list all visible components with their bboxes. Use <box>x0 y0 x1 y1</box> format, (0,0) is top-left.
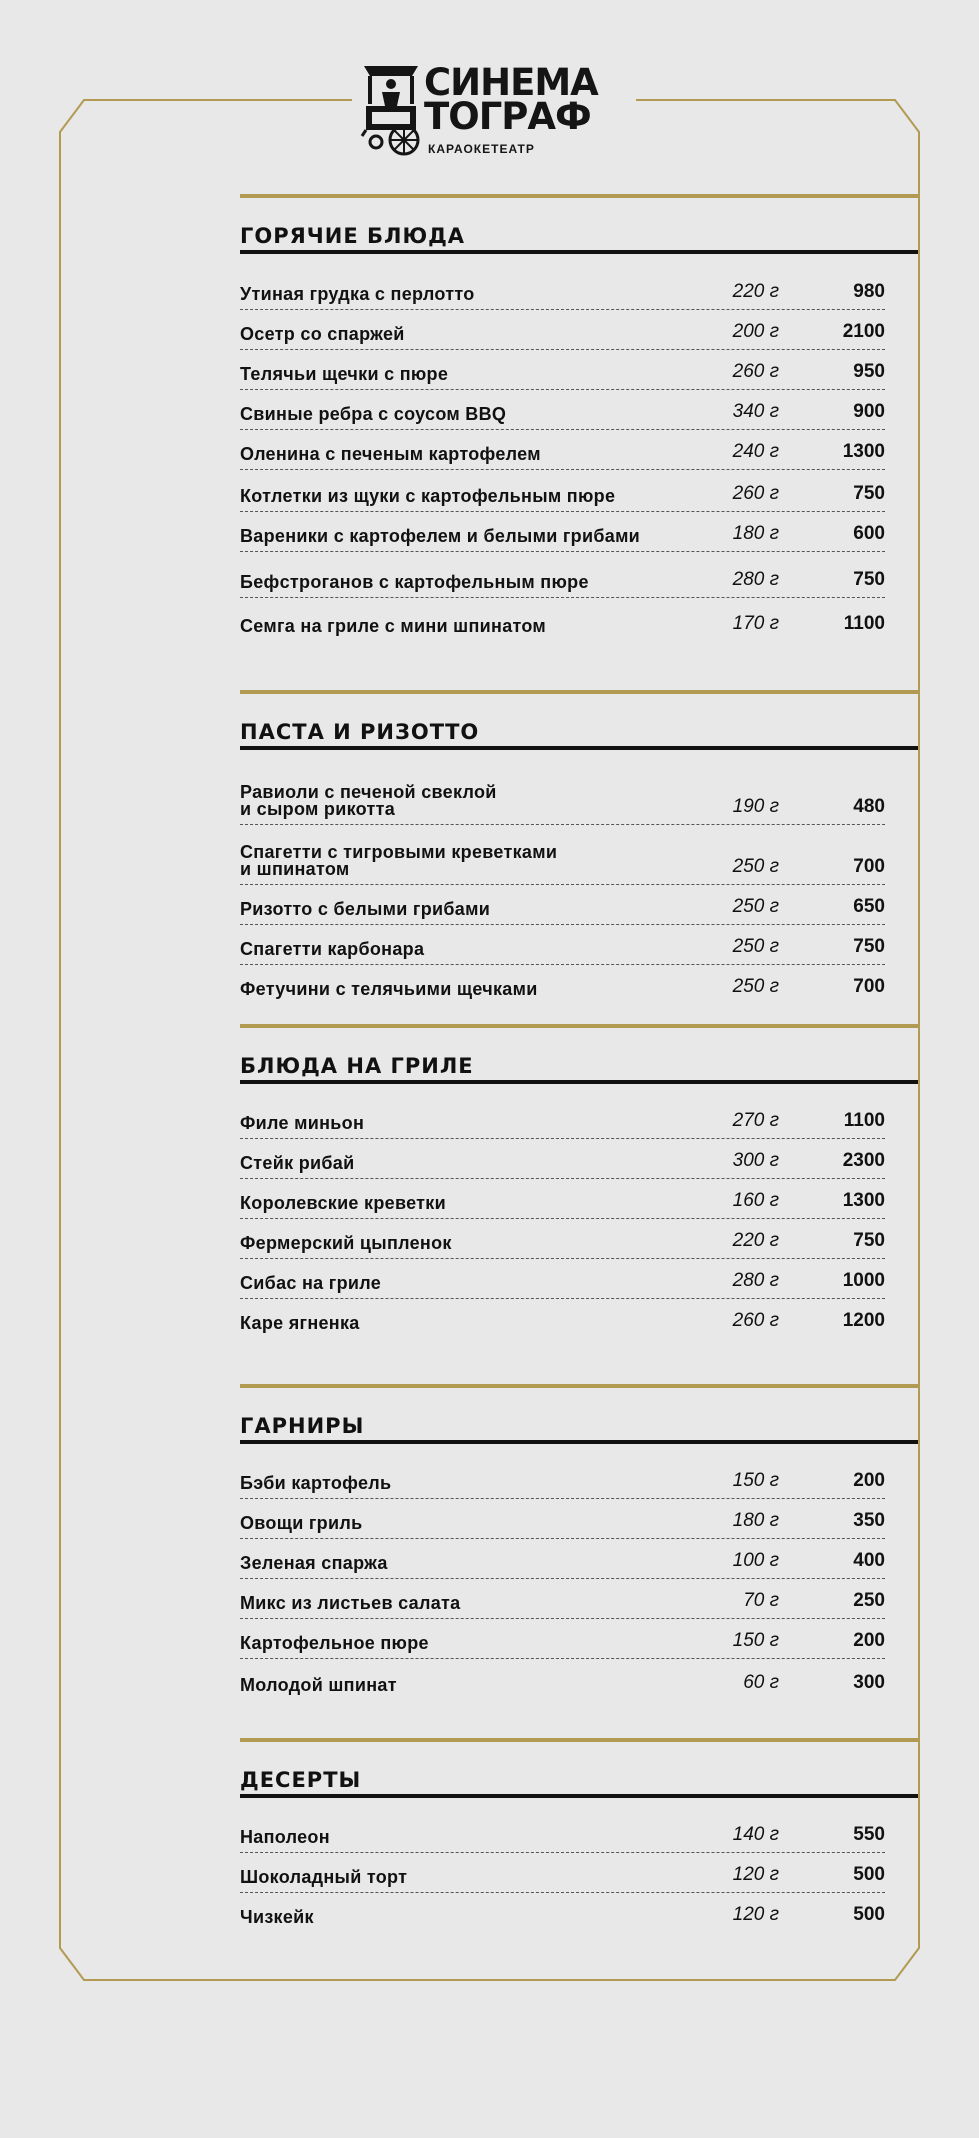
menu-item <box>240 1218 885 1259</box>
item-price: 480 <box>853 796 885 817</box>
menu-item <box>240 597 885 641</box>
menu-item <box>240 1812 885 1853</box>
item-price: 250 <box>853 1590 885 1611</box>
item-name: Бефстроганов с картофельным пюре <box>240 572 589 592</box>
item-price: 750 <box>853 936 885 957</box>
item-name: Фетучини с телячьими щечками <box>240 979 538 999</box>
item-price: 300 <box>853 1672 885 1693</box>
item-price: 550 <box>853 1824 885 1845</box>
menu-item <box>240 924 885 965</box>
item-weight: 260 г <box>732 1310 779 1331</box>
item-price: 750 <box>853 569 885 590</box>
item-weight: 190 г <box>732 796 779 817</box>
item-weight: 180 г <box>732 1510 779 1531</box>
item-name: Зеленая спаржа <box>240 1553 388 1573</box>
menu-item <box>240 884 885 925</box>
section-title-underline <box>240 1080 918 1084</box>
item-name: Осетр со спаржей <box>240 324 405 344</box>
menu-item <box>240 1892 885 1932</box>
item-weight: 60 г <box>743 1672 779 1693</box>
menu-item <box>240 1498 885 1539</box>
item-price: 400 <box>853 1550 885 1571</box>
item-weight: 250 г <box>732 936 779 957</box>
brand-name-line2: ТОГРАФ <box>424 95 591 138</box>
item-name: Картофельное пюре <box>240 1633 429 1653</box>
item-weight: 300 г <box>732 1150 779 1171</box>
item-price: 1200 <box>842 1310 885 1331</box>
item-weight: 70 г <box>743 1590 779 1611</box>
item-weight: 280 г <box>732 1270 779 1291</box>
item-name: Стейк рибай <box>240 1153 355 1173</box>
item-weight: 250 г <box>732 856 779 877</box>
item-weight: 220 г <box>732 1230 779 1251</box>
menu-item <box>240 266 885 310</box>
item-name: Овощи гриль <box>240 1513 363 1533</box>
item-weight: 260 г <box>732 361 779 382</box>
item-name: Свиные ребра с соусом BBQ <box>240 404 507 424</box>
item-name: Шоколадный торт <box>240 1867 408 1887</box>
item-weight: 270 г <box>732 1110 779 1131</box>
item-price: 500 <box>853 1864 885 1885</box>
section-title: БЛЮДА НА ГРИЛЕ <box>240 1054 474 1078</box>
item-price: 750 <box>853 483 885 504</box>
item-name: Бэби картофель <box>240 1473 392 1493</box>
section-title-underline <box>240 1440 918 1444</box>
item-name: Котлетки из щуки с картофельным пюре <box>240 486 616 506</box>
item-name: Равиоли с печеной свеклой и сыром рикотта <box>240 782 497 819</box>
section-title-underline <box>240 250 918 254</box>
menu-item <box>240 309 885 350</box>
item-price: 980 <box>853 281 885 302</box>
item-name: Спагетти с тигровыми креветками и шпинатом <box>240 842 558 879</box>
menu-item <box>240 1098 885 1139</box>
brand-subtitle: КАРАОКЕТЕАТР <box>428 142 535 156</box>
item-name: Каре ягненка <box>240 1313 360 1333</box>
menu-item <box>240 469 885 512</box>
item-price: 200 <box>853 1630 885 1651</box>
item-price: 1100 <box>843 1110 885 1131</box>
brand-logo <box>356 60 636 168</box>
item-weight: 200 г <box>732 321 779 342</box>
popcorn-cart-icon <box>360 62 422 158</box>
section-title: ДЕСЕРТЫ <box>240 1768 362 1792</box>
item-weight: 160 г <box>732 1190 779 1211</box>
item-price: 1300 <box>842 441 885 462</box>
brand-name-line1: СИНЕМА <box>424 61 598 104</box>
item-price: 350 <box>853 1510 885 1531</box>
item-name: Семга на гриле с мини шпинатом <box>240 616 547 636</box>
menu-item <box>240 429 885 470</box>
menu-item <box>240 389 885 430</box>
section-gold-divider <box>240 1738 918 1742</box>
item-name: Спагетти карбонара <box>240 939 425 959</box>
item-name: Оленина с печеным картофелем <box>240 444 541 464</box>
item-price: 2100 <box>842 321 885 342</box>
menu-item <box>240 1578 885 1619</box>
item-name: Наполеон <box>240 1827 330 1847</box>
item-price: 1000 <box>842 1270 885 1291</box>
item-weight: 150 г <box>732 1630 779 1651</box>
item-name: Чизкейк <box>240 1907 314 1927</box>
item-price: 500 <box>853 1904 885 1925</box>
menu-item <box>240 551 885 598</box>
item-weight: 120 г <box>732 1904 779 1925</box>
item-weight: 250 г <box>732 976 779 997</box>
item-price: 750 <box>853 1230 885 1251</box>
item-name: Фермерский цыпленок <box>240 1233 452 1253</box>
item-name: Телячьи щечки с пюре <box>240 364 449 384</box>
menu-item <box>240 1258 885 1299</box>
menu-item <box>240 1138 885 1179</box>
section-title-underline <box>240 746 918 750</box>
item-weight: 170 г <box>732 613 779 634</box>
item-name: Молодой шпинат <box>240 1675 397 1695</box>
item-price: 200 <box>853 1470 885 1491</box>
item-weight: 250 г <box>732 896 779 917</box>
item-name: Вареники с картофелем и белыми грибами <box>240 526 641 546</box>
item-weight: 120 г <box>732 1864 779 1885</box>
menu-section <box>240 1738 918 2138</box>
menu-item <box>240 824 885 885</box>
menu-item <box>240 1458 885 1499</box>
section-title: ПАСТА И РИЗОТТО <box>240 720 480 744</box>
section-gold-divider <box>240 194 918 198</box>
menu-item <box>240 1618 885 1659</box>
item-weight: 150 г <box>732 1470 779 1491</box>
section-title: ГАРНИРЫ <box>240 1414 365 1438</box>
item-price: 1100 <box>843 613 885 634</box>
item-name: Королевские креветки <box>240 1193 446 1213</box>
section-title: ГОРЯЧИЕ БЛЮДА <box>240 224 466 248</box>
item-name: Сибас на гриле <box>240 1273 382 1293</box>
menu-item <box>240 964 885 1004</box>
item-price: 900 <box>853 401 885 422</box>
item-name: Микс из листьев салата <box>240 1593 461 1613</box>
menu-item <box>240 349 885 390</box>
item-price: 700 <box>853 856 885 877</box>
item-name: Ризотто с белыми грибами <box>240 899 491 919</box>
menu-item <box>240 1178 885 1219</box>
item-weight: 280 г <box>732 569 779 590</box>
item-price: 2300 <box>842 1150 885 1171</box>
menu-item <box>240 1298 885 1338</box>
item-weight: 340 г <box>732 401 779 422</box>
item-price: 700 <box>853 976 885 997</box>
menu-item <box>240 1538 885 1579</box>
section-gold-divider <box>240 1384 918 1388</box>
item-price: 600 <box>853 523 885 544</box>
item-weight: 240 г <box>732 441 779 462</box>
menu-item <box>240 1658 885 1700</box>
item-price: 1300 <box>842 1190 885 1211</box>
menu-item <box>240 511 885 552</box>
item-weight: 220 г <box>732 281 779 302</box>
menu-item <box>240 1852 885 1893</box>
item-weight: 180 г <box>732 523 779 544</box>
section-gold-divider <box>240 690 918 694</box>
section-title-underline <box>240 1794 918 1798</box>
item-price: 950 <box>853 361 885 382</box>
section-gold-divider <box>240 1024 918 1028</box>
item-weight: 140 г <box>732 1824 779 1845</box>
menu-item <box>240 764 885 825</box>
item-weight: 100 г <box>732 1550 779 1571</box>
item-price: 650 <box>853 896 885 917</box>
item-name: Филе миньон <box>240 1113 365 1133</box>
item-weight: 260 г <box>732 483 779 504</box>
item-name: Утиная грудка с перлотто <box>240 284 475 304</box>
